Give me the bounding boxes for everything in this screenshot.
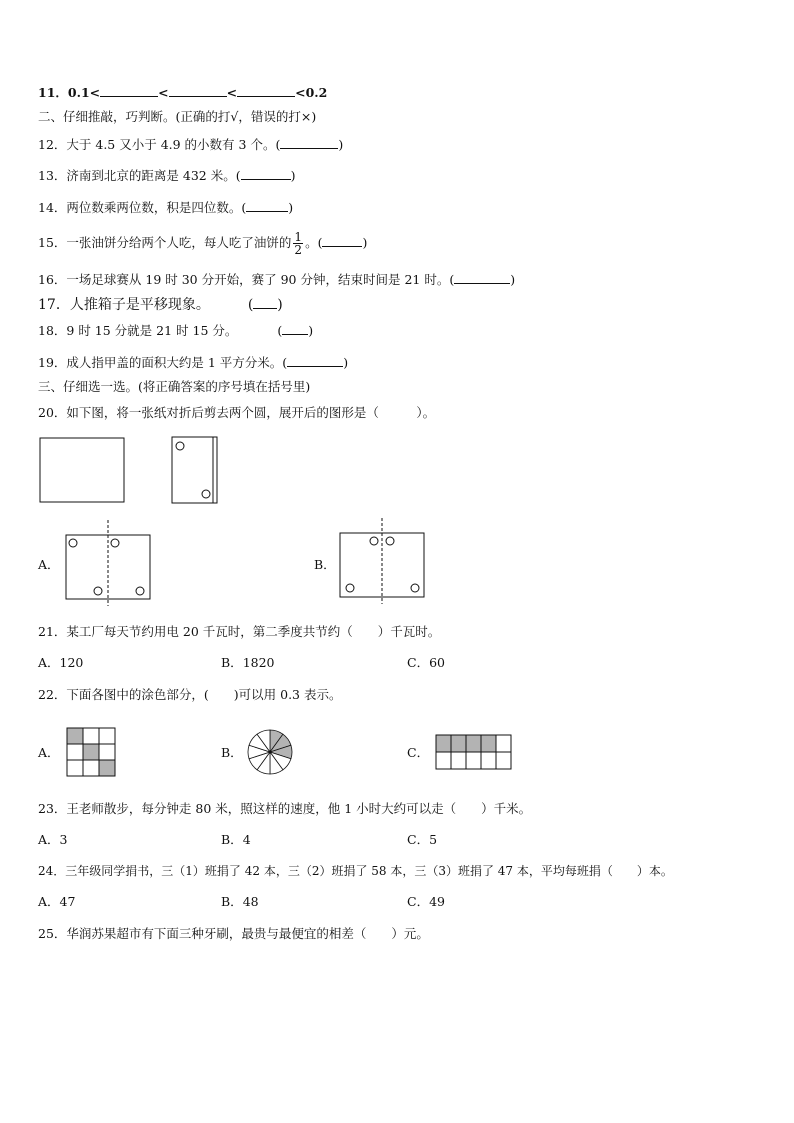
cut-circle: [176, 442, 184, 450]
option-b-figure[interactable]: [340, 518, 424, 604]
section-2-heading: 二、仔细推敲，巧判断。(正确的打√，错误的打×): [38, 109, 317, 124]
option-b-circle[interactable]: [248, 730, 292, 774]
question-14: 14．两位数乘两位数，积是四位数。( ): [38, 200, 294, 215]
question-23: 23．王老师散步，每分钟走 80 米，照这样的速度，他 1 小时大约可以走（ ）千米。: [38, 801, 532, 816]
question-25: 25．华润苏果超市有下面三种牙刷，最贵与最便宜的相差（ ）元。: [38, 926, 429, 941]
option-b-label[interactable]: B．: [314, 557, 336, 572]
option-c-label[interactable]: C．: [407, 745, 430, 760]
option-b-label[interactable]: B．: [221, 745, 243, 760]
question-number: 11．: [38, 85, 68, 100]
option-c-grid[interactable]: [436, 735, 511, 769]
question-24: 24．三年级同学捐书，三（1）班捐了 42 本，三（2）班捐了 58 本，三（3）班捐了 47 本，平均每班捐（ ）本。: [38, 864, 673, 878]
question-17: 17．人推箱子是平移现象。 ( ): [38, 297, 283, 313]
question-11: 11．0.1< < < <0.2: [38, 85, 328, 100]
question-22: 22．下面各图中的涂色部分，( )可以用 0.3 表示。: [38, 687, 342, 702]
section-3-heading: 三、仔细选一选。(将正确答案的序号填在括号里): [38, 379, 311, 394]
question-16: 16．一场足球赛从 19 时 30 分开始，赛了 90 分钟，结束时间是 21 时。( ): [38, 272, 516, 287]
paper-rectangle: [40, 438, 124, 502]
option-a[interactable]: A．3: [38, 832, 68, 847]
option-c[interactable]: C．5: [407, 832, 438, 847]
option-b[interactable]: B．4: [221, 832, 251, 847]
question-12: 12．大于 4.5 又小于 4.9 的小数有 3 个。( ): [38, 137, 344, 152]
question-13: 13．济南到北京的距离是 432 米。( ): [38, 168, 296, 183]
option-b[interactable]: B．1820: [221, 655, 275, 670]
option-a-grid[interactable]: [67, 728, 115, 776]
question-19: 19．成人指甲盖的面积大约是 1 平方分米。( ): [38, 355, 349, 370]
option-c[interactable]: C．49: [407, 894, 445, 909]
fraction: $\frac{1}{2}$: [294, 230, 303, 257]
question-21: 21．某工厂每天节约用电 20 千瓦时，第二季度共节约（ ）千瓦时。: [38, 624, 441, 639]
question-15: 15．一张油饼分给两个人吃，每人吃了油饼的 $\frac{1}{2}$ 。( ): [38, 230, 368, 257]
option-a-figure[interactable]: [66, 520, 150, 606]
option-c[interactable]: C．60: [407, 655, 445, 670]
question-18: 18．9 时 15 分就是 21 时 15 分。 ( ): [38, 323, 314, 338]
option-a-label[interactable]: A．: [38, 745, 60, 760]
folded-paper: [172, 437, 217, 503]
question-20: 20．如下图，将一张纸对折后剪去两个圆，展开后的图形是（ ）。: [38, 405, 436, 420]
option-b[interactable]: B．48: [221, 894, 259, 909]
option-a[interactable]: A．47: [38, 894, 76, 909]
option-a[interactable]: A．120: [38, 655, 84, 670]
cut-circle: [202, 490, 210, 498]
option-a-label[interactable]: A．: [38, 557, 60, 572]
